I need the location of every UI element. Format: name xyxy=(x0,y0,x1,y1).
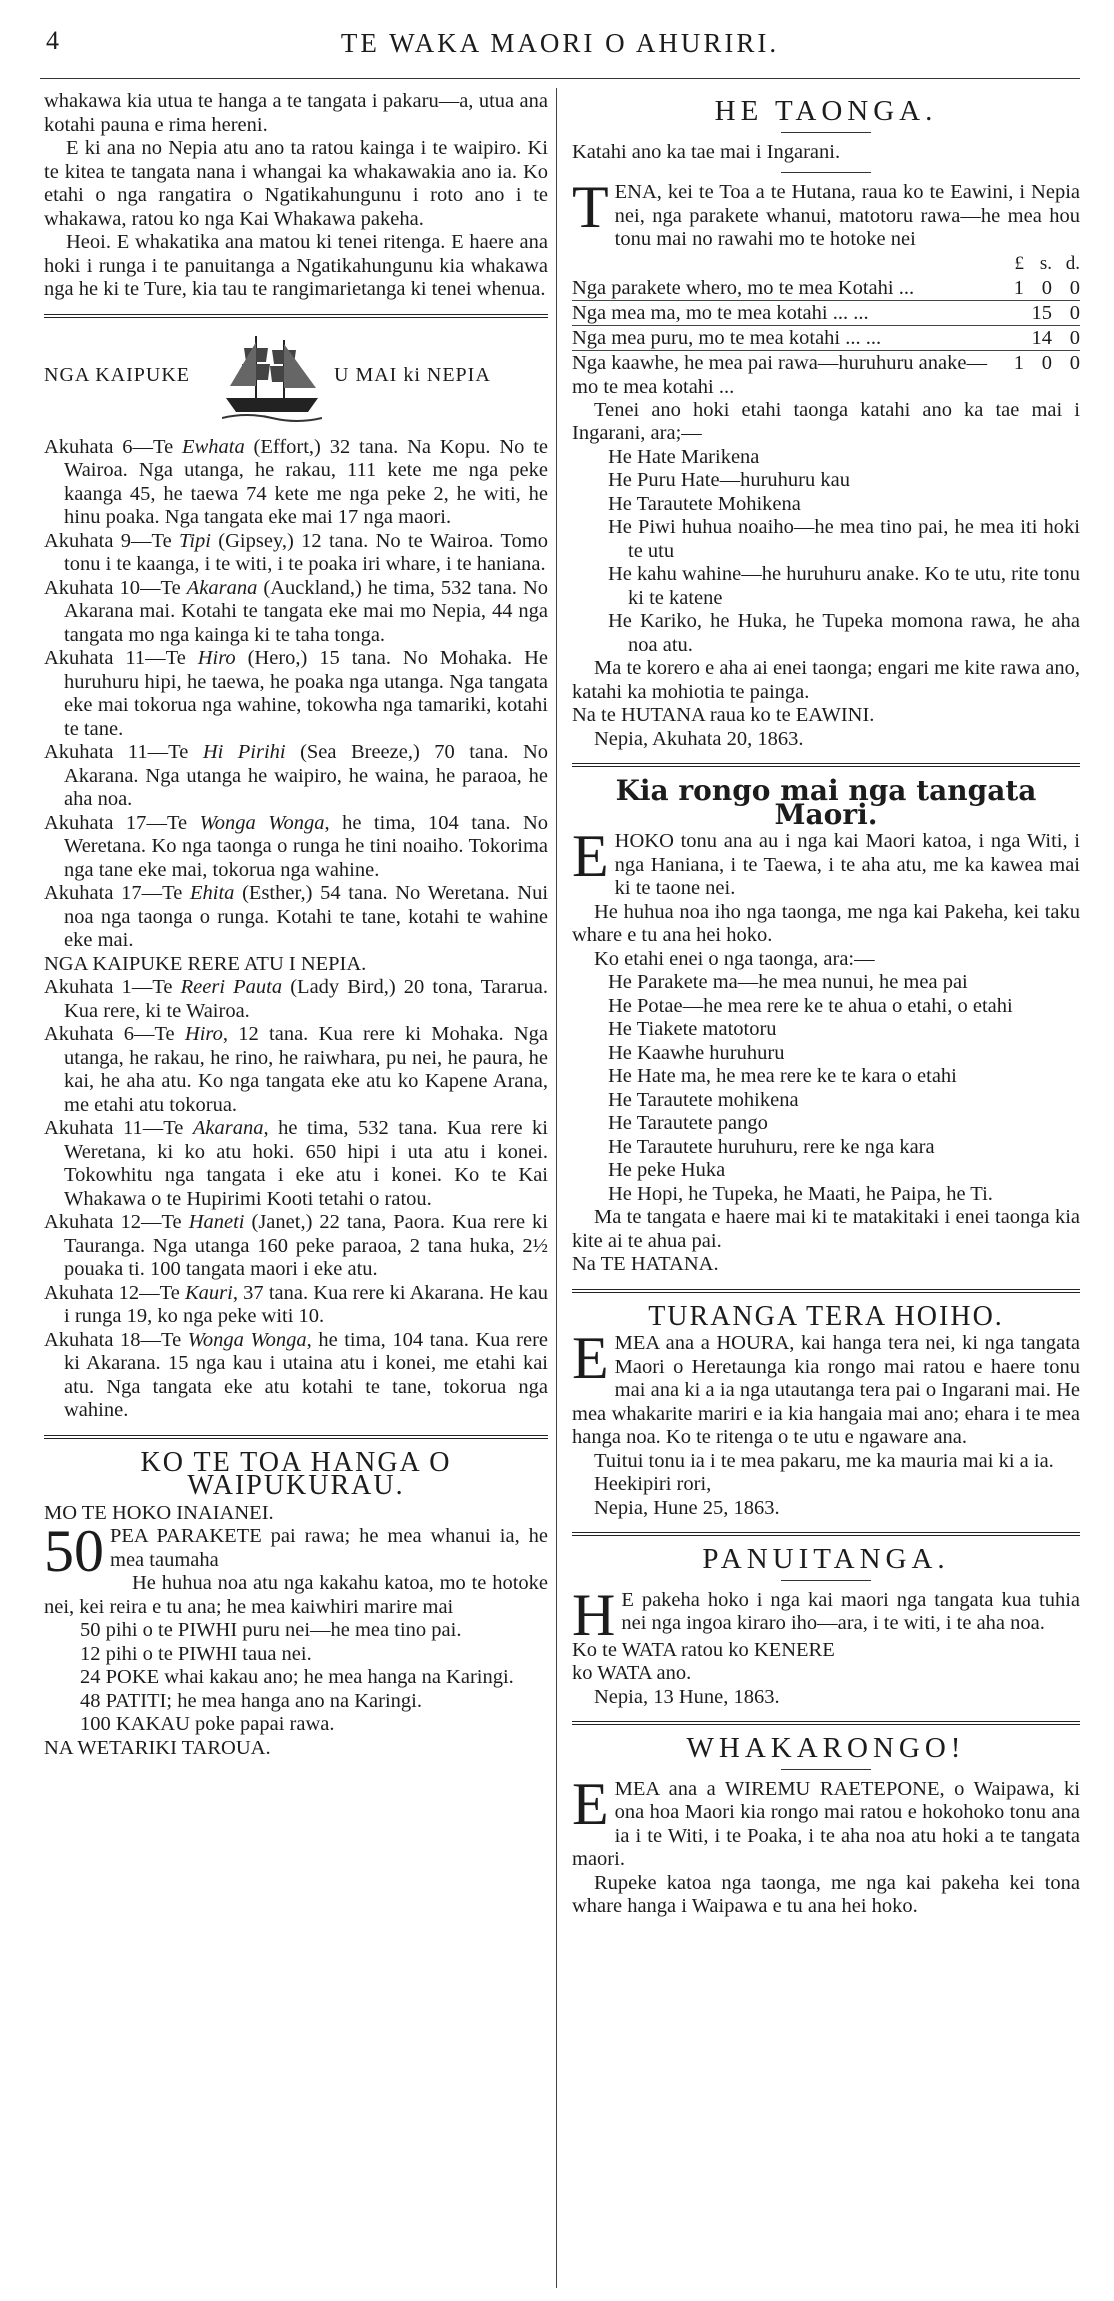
arrival-entry: Akuhata 17—Te Wonga Wonga, he tima, 104 tana. No Weretana. Ko nga taonga o runga he tini noaiho. Tokorima nga tane eke mai, tokorua nga wahine. xyxy=(44,811,548,881)
kia-rongo-item: He Hopi, he Tupeka, he Maati, he Paipa, he Ti. xyxy=(608,1182,993,1205)
kia-rongo-intro: EHOKO tonu ana au i nga kai Maori katoa, i nga Witi, i nga Haniana, i te Taewa, i te aha atu, me ka kawea mai ki te taone nei. xyxy=(572,823,1081,899)
panuitanga-signature-1: Ko te WATA ratou ko KENERE xyxy=(572,1638,835,1661)
taonga-item: He Hate Marikena xyxy=(608,445,760,468)
taonga-item: He Kariko, he Huka, he Tupeka momona rawa, he aha noa atu. xyxy=(608,610,1080,656)
kia-rongo-item: He Parakete ma—he mea nunui, he mea pai xyxy=(608,971,968,993)
intro-paragraph-3: Heoi. E whakatika ana matou ki tenei ritenga. E haere ana hoki i runga i te panuitanga a Ngatikahungunu kia whakawa nga he ki te Ture, kia tau te rangimarietanga ki tenei whenua. xyxy=(44,231,548,300)
departure-entry: Akuhata 11—Te Akarana, he tima, 532 tana. Kua rere ki Weretana, ki ko atu hoki. 650 hipi i uta atu i konei. Tokowhitu nga tangata i eke atu i konei. Ko te Kai Whakawa o te Hupirimi Kooti tetahi o ratou. xyxy=(44,1117,548,1210)
panuitanga-intro: H E pakeha hoko i nga kai maori nga tangata kua tuhia nei nga ingoa kiraro iho—ara, i te witi, i te aha noa. xyxy=(572,1581,1080,1648)
arrival-entry: Akuhata 17—Te Ehita (Esther,) 54 tana. No Weretana. Nui noa nga taonga o runga. Kotahi te tane, kotahi te wahine eke mai. xyxy=(44,882,549,951)
header-rule xyxy=(40,78,1080,79)
taonga-intro: TENA, kei te Toa a te Hutana, raua ko te Eawini, i Nepia nei, nga parakete whanui, matotoru rawa—he mea hou tonu mai no rawahi mo te hotoke nei xyxy=(572,174,1081,250)
kia-rongo-closing: Ma te tangata e haere mai ki te matakitaki i enei taonga kia kite ai te ahua pai. xyxy=(572,1206,1080,1252)
turanga-intro: EMEA ana a HOURA, kai hanga tera nei, ki nga tangata Maori o Heretaunga kia rongo mai ratou e haere tonu mai ana ki a ia nga utautanga tera pai o Ingarani mai. He mea whakarite mariri e ia kia hangaia mai ano; ehara i te mea hanga noa. Ko te ritenga o te utu e ngaware ana. xyxy=(572,1325,1080,1448)
kia-rongo-item: He Potae—he mea rere ke te ahua o etahi, o etahi xyxy=(608,994,1013,1017)
drop-cap: E xyxy=(572,823,609,889)
waipukurau-item: 24 POKE whai kakau ano; he mea hanga na Karingi. xyxy=(80,1666,514,1688)
kia-rongo-item: He Hate ma, he mea rere ke te kara o etahi xyxy=(608,1065,957,1087)
whakarongo-advert xyxy=(572,1732,1080,1919)
whakarongo-title: WHAKARONGO! xyxy=(686,1732,966,1764)
running-title: TE WAKA MAORI O AHURIRI. xyxy=(340,28,780,58)
title-rule xyxy=(781,172,871,173)
kia-rongo-title: Kia rongo mai nga tangata Maori. xyxy=(615,774,1037,831)
intro-paragraph-2: E ki ana no Nepia atu ano ta ratou kainga i te waipiro. Ki te kitea te tangata nana i whangai ka whakawakia ano ia. Ko etahi o nga rangatira o Ngatikahungunu i roto ano i te whakawa, ratou ko nga Kai Whakawa pakeha. xyxy=(44,137,548,230)
kia-rongo-advert xyxy=(572,774,1081,1277)
section-rule xyxy=(44,314,548,318)
price-row: Nga kaawhe, he mea pai rawa—huruhuru anake—mo te mea kotahi ... 1 0 0 xyxy=(572,351,1080,398)
arrival-entry: Akuhata 10—Te Akarana (Auckland,) he tima, 532 tana. No Akarana mai. Kotahi te tangata eke mai mo Nepia, 44 nga tangata mo nga kainga ki te taha tonga. xyxy=(44,576,548,646)
arrivals-list xyxy=(44,436,548,953)
arrival-entry: Akuhata 6—Te Ewhata (Effort,) 32 tana. Na Kopu. No te Wairoa. Nga utanga, he rakau, 111 kete me nga peke kaanga 45, he taewa 74 kete me nga peke 2, he witi, he hinu poaka. Nga tangata eke mai 17 nga maori. xyxy=(44,435,549,528)
waipukurau-item: 48 PATITI; he mea hanga ano na Karingi. xyxy=(80,1689,422,1712)
kia-rongo-signature: Na TE HATANA. xyxy=(572,1253,719,1275)
column-divider xyxy=(556,88,557,2288)
departures-heading: NGA KAIPUKE RERE ATU I NEPIA. xyxy=(44,952,367,975)
drop-cap: E xyxy=(572,1325,609,1391)
taonga-item: He Tarautete Mohikena xyxy=(608,492,801,515)
taonga-advert xyxy=(572,95,1081,751)
kia-rongo-item: He Tarautete mohikena xyxy=(608,1088,799,1111)
whakarongo-intro: EMEA ana a WIREMU RAETEPONE, o Waipawa, ki ona hoa Maori kia rongo mai ratou e hokohoko tonu ana ia i te Witi, i te Poaka, i te aha noa atu hoki a te tangata maori. xyxy=(572,1770,1080,1870)
section-rule xyxy=(572,763,1080,767)
kia-rongo-p3: Ko etahi enei o nga taonga, ara:— xyxy=(594,947,875,970)
big-number: 50 xyxy=(44,1518,104,1584)
taonga-closing: Ma te korero e aha ai enei taonga; engari me kite rawa ano, katahi ka mohiotia te painga. xyxy=(572,657,1080,703)
turanga-date: Nepia, Hune 25, 1863. xyxy=(594,1496,780,1519)
departure-entry: Akuhata 6—Te Hiro, 12 tana. Kua rere ki Mohaka. Nga utanga, he rakau, he rino, he raiwhara, pu nei, he paura, he kai, he aha atu. Ko nga tangata eke atu ko Kapene Arana, me etahi atu tokorua. xyxy=(44,1023,548,1116)
kia-rongo-item: He peke Huka xyxy=(608,1159,726,1181)
title-rule xyxy=(781,1580,871,1581)
panuitanga-signature-2: ko WATA ano. xyxy=(572,1662,692,1684)
departure-entry: Akuhata 18—Te Wonga Wonga, he tima, 104 tana. Kua rere ki Akarana. 15 nga kau i utaina atu i konei, me etahi kai atu. Nga tangata eke atu kotahi te tane, tokorua nga wahine. xyxy=(44,1328,548,1421)
waipukurau-item: 50 pihi o te PIWHI puru nei—he mea tino pai. xyxy=(80,1619,462,1641)
arrival-entry: Akuhata 9—Te Tipi (Gipsey,) 12 tana. No te Wairoa. Tomo tonu i te kaanga, i te witi, i te poaka iri whare, i te haniana. xyxy=(44,529,548,575)
taonga-signature: Na te HUTANA raua ko te EAWINI. xyxy=(572,704,875,726)
departures-list xyxy=(44,976,548,1423)
turanga-p2: Tuitui tonu ia i te mea pakaru, me ka mauria mai ki a ia. xyxy=(594,1449,1054,1472)
departure-entry: Akuhata 12—Te Kauri, 37 tana. Kua rere ki Akarana. He kau i runga 19, ko nga peke witi 10. xyxy=(44,1281,548,1327)
arrival-entry: Akuhata 11—Te Hi Pirihi (Sea Breeze,) 70 tana. No Akarana. Nga utanga he waipiro, he waina, he paraoa, he aha noa. xyxy=(44,741,549,810)
title-rule xyxy=(781,132,871,133)
page-number: 4 xyxy=(46,26,59,55)
sailing-ship-icon xyxy=(222,330,322,424)
waipukurau-item: 100 KAKAU poke papai rawa. xyxy=(80,1713,335,1735)
waipukurau-body: He huhua noa atu nga kakahu katoa, mo te hotoke nei, kei reira e tu ana; he mea kaiwhiri marire mai xyxy=(44,1572,548,1618)
kia-rongo-item: He Tiakete matotoru xyxy=(608,1018,777,1040)
waipukurau-title: KO TE TOA HANGA O WAIPUKURAU. xyxy=(140,1446,452,1501)
departure-entry: Akuhata 12—Te Haneti (Janet,) 22 tana, Paora. Kua rere ki Tauranga. Nga utanga 160 peke paraoa, 2 tana huka, 2½ pouaka ti. 100 tangata maori i eke atu. xyxy=(44,1211,549,1280)
taonga-item: He kahu wahine—he huruhuru anake. Ko te utu, rite tonu ki te katene xyxy=(608,563,1080,609)
kia-rongo-item: He Kaawhe huruhuru xyxy=(608,1041,785,1064)
price-header-row: £ s. d. xyxy=(1014,252,1080,274)
taonga-item: He Puru Hate—huruhuru kau xyxy=(608,469,850,491)
drop-cap: H xyxy=(572,1581,616,1648)
whakarongo-p2: Rupeke katoa nga taonga, me nga kai pakeha kei tona whare hanga i Waipawa e tu ana hei hoko. xyxy=(572,1871,1080,1917)
taonga-subtitle: Katahi ano ka tae mai i Ingarani. xyxy=(572,140,841,163)
panuitanga-advert xyxy=(572,1543,1080,1709)
price-table xyxy=(572,252,1080,399)
waipukurau-signature: NA WETARIKI TAROUA. xyxy=(44,1736,271,1759)
departure-entry: Akuhata 1—Te Reeri Pauta (Lady Bird,) 20 tona, Tararua. Kua rere, ki te Wairoa. xyxy=(44,976,548,1022)
drop-cap: E xyxy=(572,1770,609,1837)
section-rule xyxy=(572,1532,1080,1536)
waipukurau-lead: 50 PEA PARAKETE pai rawa; he mea whanui ia, he mea taumaha xyxy=(44,1518,548,1584)
taonga-item: He Piwi huhua noaiho—he mea tino pai, he mea iti hoki te utu xyxy=(608,516,1080,562)
drop-cap: T xyxy=(572,174,609,240)
turanga-advert xyxy=(572,1300,1080,1521)
turanga-title: TURANGA TERA HOIHO. xyxy=(648,1300,1004,1332)
taonga-more: Tenei ano hoki etahi taonga katahi ano ka tae mai i Ingarani, ara;— xyxy=(572,398,1080,444)
page-header xyxy=(40,22,1080,82)
ships-label-left: NGA KAIPUKE xyxy=(44,363,190,386)
panuitanga-title: PANUITANGA. xyxy=(702,1543,950,1575)
section-rule xyxy=(572,1721,1080,1725)
price-row: Nga mea puru, mo te mea kotahi ... ... 14 0 xyxy=(572,326,1080,349)
ships-label-right: U MAI ki NEPIA xyxy=(334,363,491,386)
kia-rongo-p2: He huhua noa iho nga taonga, me nga kai Pakeha, kei taku whare e tu ana hei hoko. xyxy=(572,900,1080,946)
section-rule xyxy=(572,1289,1080,1293)
waipukurau-subtitle: MO TE HOKO INAIANEI. xyxy=(44,1501,274,1524)
waipukurau-advert xyxy=(44,1446,548,1761)
taonga-title: HE TAONGA. xyxy=(714,95,938,127)
left-column xyxy=(44,90,548,1760)
section-rule xyxy=(44,1435,548,1439)
taonga-date: Nepia, Akuhata 20, 1863. xyxy=(594,727,804,750)
price-row: Nga parakete whero, mo te mea Kotahi ... 1 0 0 xyxy=(572,276,1080,299)
panuitanga-date: Nepia, 13 Hune, 1863. xyxy=(594,1685,780,1708)
turanga-signature: Heekipiri rori, xyxy=(594,1473,712,1495)
kia-rongo-item: He Tarautete huruhuru, rere ke nga kara xyxy=(608,1135,935,1158)
title-rule xyxy=(781,1769,871,1770)
kia-rongo-item: He Tarautete pango xyxy=(608,1112,768,1134)
waipukurau-item: 12 pihi o te PIWHI taua nei. xyxy=(80,1642,312,1665)
ships-heading xyxy=(44,330,548,426)
intro-paragraph-1: whakawa kia utua te hanga a te tangata i pakaru—a, utua ana kotahi pauna e rima hereni. xyxy=(44,90,548,136)
arrival-entry: Akuhata 11—Te Hiro (Hero,) 15 tana. No Mohaka. He huruhuru hipi, he taewa, he poaka nga utanga. Nga tangata eke mai tokorua nga wahine, tokowha nga tamariki, kotahi te tane. xyxy=(44,647,548,740)
right-column xyxy=(572,90,1080,1919)
price-row: Nga mea ma, mo te mea kotahi ... ... 15 0 xyxy=(572,301,1080,324)
